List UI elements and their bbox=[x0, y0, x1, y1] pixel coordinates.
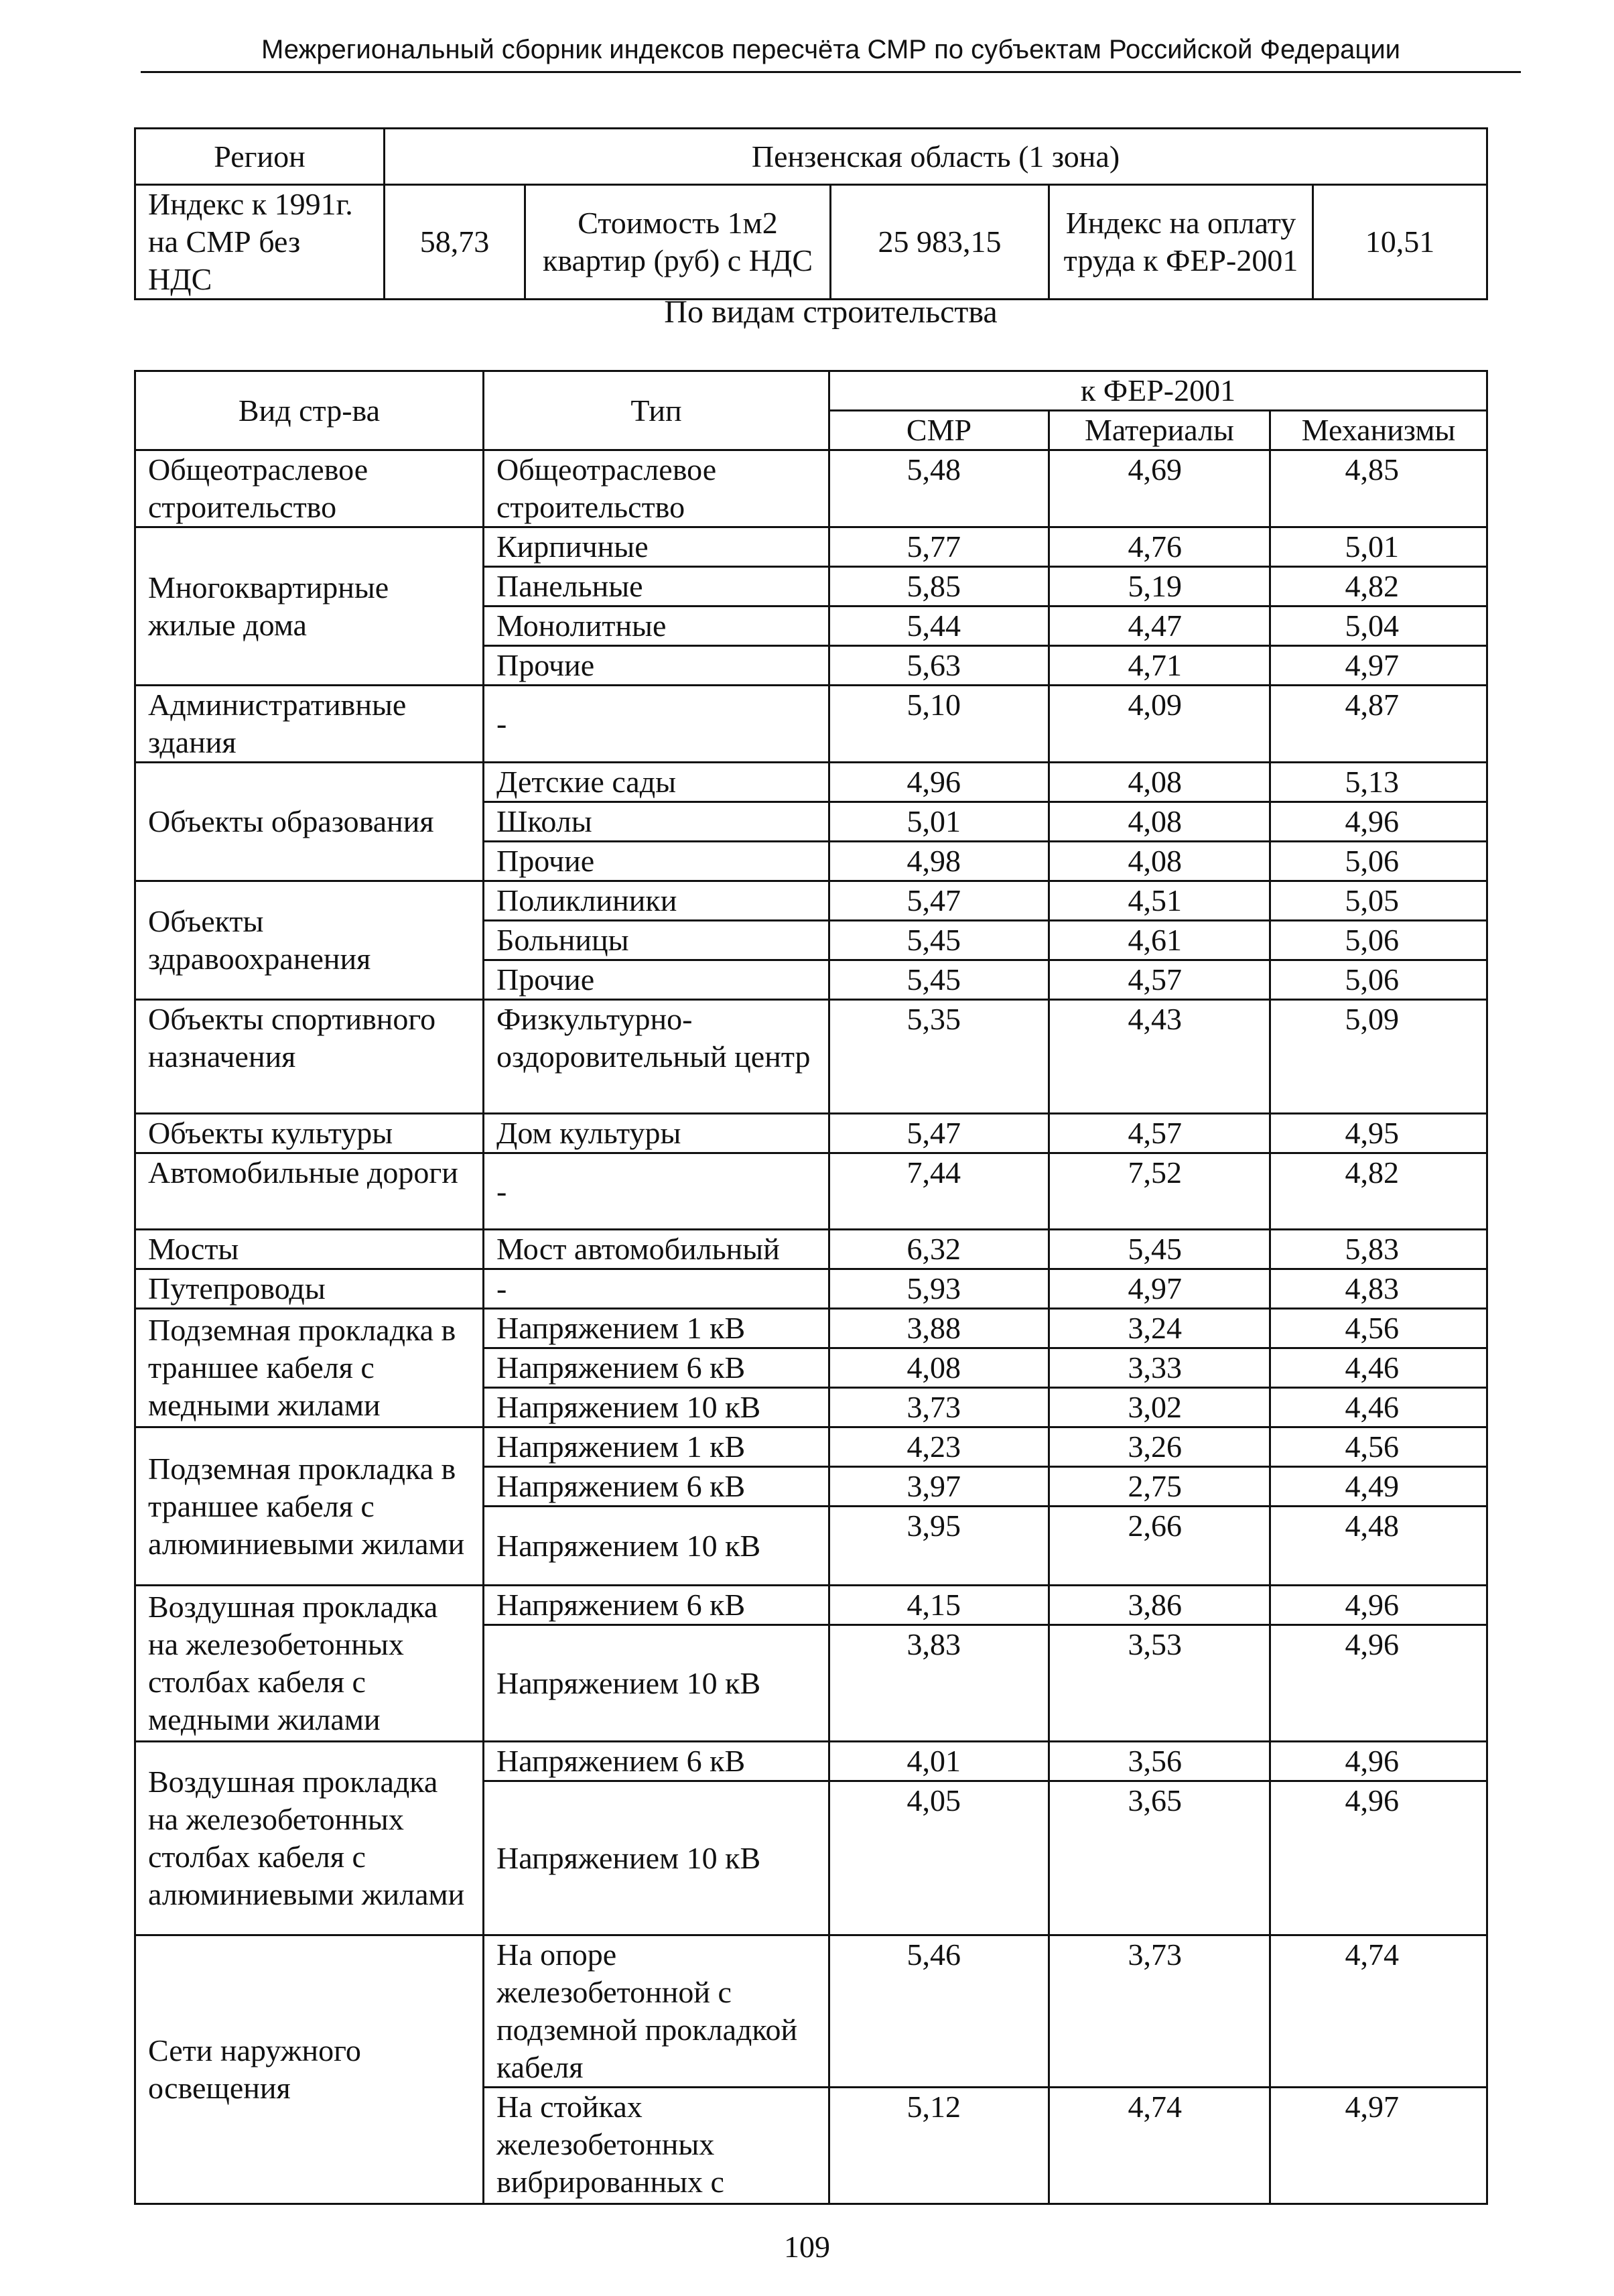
materials-index-cell: 2,75 bbox=[1049, 1467, 1270, 1507]
machines-index-cell: 4,46 bbox=[1270, 1388, 1487, 1427]
cost-label-line2: квартир (руб) с НДС bbox=[542, 243, 813, 277]
materials-index-cell: 7,52 bbox=[1049, 1153, 1270, 1230]
smr-index-cell: 5,93 bbox=[829, 1269, 1049, 1309]
construction-kind-cell: Сети наружного освещения bbox=[135, 1935, 484, 2204]
labor-index-label-line2: труда к ФЕР-2001 bbox=[1063, 243, 1298, 277]
machines-index-cell: 5,13 bbox=[1270, 763, 1487, 802]
materials-index-cell: 4,57 bbox=[1049, 1114, 1270, 1153]
machines-index-cell: 4,46 bbox=[1270, 1348, 1487, 1388]
materials-index-cell: 3,02 bbox=[1049, 1388, 1270, 1427]
smr-index-cell: 5,45 bbox=[829, 960, 1049, 1000]
materials-index-cell: 4,61 bbox=[1049, 921, 1270, 960]
construction-type-cell: Панельные bbox=[484, 567, 829, 607]
construction-kind-cell: Воздушная прокладка на железобетонных столбах кабеля с алюминиевыми жилами bbox=[135, 1742, 484, 1935]
machines-index-cell: 4,87 bbox=[1270, 686, 1487, 763]
machines-index-cell: 5,01 bbox=[1270, 527, 1487, 567]
smr-index-cell: 3,88 bbox=[829, 1309, 1049, 1348]
machines-index-cell: 5,04 bbox=[1270, 607, 1487, 646]
construction-type-cell: На стойках железобетонных вибрированных с bbox=[484, 2088, 829, 2204]
construction-type-cell: Напряжением 6 кВ bbox=[484, 1348, 829, 1388]
smr-index-cell: 4,05 bbox=[829, 1781, 1049, 1935]
construction-type-cell: Напряжением 6 кВ bbox=[484, 1586, 829, 1625]
materials-index-cell: 4,97 bbox=[1049, 1269, 1270, 1309]
header-machines: Механизмы bbox=[1270, 411, 1487, 450]
page-number: 109 bbox=[784, 2230, 830, 2264]
construction-type-cell: Общеотраслевое строительство bbox=[484, 450, 829, 527]
construction-type-cell: Детские сады bbox=[484, 763, 829, 802]
running-header: Межрегиональный сборник индексов пересчёта СМР по субъектам Российской Федерации bbox=[261, 35, 1401, 64]
table-row bbox=[135, 1269, 1487, 1309]
construction-type-cell: Прочие bbox=[484, 646, 829, 686]
machines-index-cell: 4,95 bbox=[1270, 1114, 1487, 1153]
cost-label bbox=[525, 185, 831, 300]
materials-index-cell: 4,09 bbox=[1049, 686, 1270, 763]
smr-index-cell: 5,01 bbox=[829, 802, 1049, 842]
machines-index-cell: 4,83 bbox=[1270, 1269, 1487, 1309]
region-table bbox=[134, 127, 1488, 300]
materials-index-cell: 3,24 bbox=[1049, 1309, 1270, 1348]
construction-type-cell: Физкультурно-оздоровительный центр bbox=[484, 1000, 829, 1114]
table-row bbox=[135, 763, 1487, 802]
construction-type-cell: Напряжением 6 кВ bbox=[484, 1742, 829, 1781]
machines-index-cell: 4,96 bbox=[1270, 802, 1487, 842]
materials-index-cell: 4,08 bbox=[1049, 802, 1270, 842]
machines-index-cell: 4,56 bbox=[1270, 1427, 1487, 1467]
construction-type-cell: - bbox=[484, 686, 829, 763]
construction-kind-cell: Мосты bbox=[135, 1230, 484, 1269]
construction-type-cell: Школы bbox=[484, 802, 829, 842]
labor-index-label-line1: Индекс на оплату bbox=[1065, 206, 1296, 240]
smr-index-cell: 5,47 bbox=[829, 881, 1049, 921]
index-1991-label bbox=[135, 185, 385, 300]
materials-index-cell: 3,56 bbox=[1049, 1742, 1270, 1781]
smr-index-cell: 3,73 bbox=[829, 1388, 1049, 1427]
smr-index-cell: 5,46 bbox=[829, 1935, 1049, 2088]
cost-value: 25 983,15 bbox=[831, 185, 1049, 300]
table-row bbox=[135, 1742, 1487, 1781]
machines-index-cell: 5,06 bbox=[1270, 842, 1487, 881]
machines-index-cell: 5,06 bbox=[1270, 960, 1487, 1000]
smr-index-cell: 5,48 bbox=[829, 450, 1049, 527]
table-row bbox=[135, 1114, 1487, 1153]
header-rule bbox=[141, 71, 1521, 73]
smr-index-cell: 5,85 bbox=[829, 567, 1049, 607]
materials-index-cell: 4,76 bbox=[1049, 527, 1270, 567]
smr-index-cell: 4,01 bbox=[829, 1742, 1049, 1781]
materials-index-cell: 4,47 bbox=[1049, 607, 1270, 646]
table-row bbox=[135, 1000, 1487, 1114]
materials-index-cell: 4,71 bbox=[1049, 646, 1270, 686]
smr-index-cell: 4,98 bbox=[829, 842, 1049, 881]
construction-kind-cell: Подземная прокладка в траншее кабеля с алюминиевыми жилами bbox=[135, 1427, 484, 1586]
construction-kind-cell: Путепроводы bbox=[135, 1269, 484, 1309]
region-label: Регион bbox=[135, 129, 385, 185]
smr-index-cell: 4,96 bbox=[829, 763, 1049, 802]
smr-index-cell: 5,45 bbox=[829, 921, 1049, 960]
materials-index-cell: 4,08 bbox=[1049, 763, 1270, 802]
construction-type-cell: Напряжением 10 кВ bbox=[484, 1625, 829, 1742]
machines-index-cell: 4,82 bbox=[1270, 1153, 1487, 1230]
construction-kind-cell: Подземная прокладка в траншее кабеля с медными жилами bbox=[135, 1309, 484, 1427]
table-row bbox=[135, 1309, 1487, 1348]
index-1991-value: 58,73 bbox=[385, 185, 525, 300]
materials-index-cell: 4,69 bbox=[1049, 450, 1270, 527]
materials-index-cell: 3,86 bbox=[1049, 1586, 1270, 1625]
labor-index-value: 10,51 bbox=[1313, 185, 1487, 300]
materials-index-cell: 2,66 bbox=[1049, 1507, 1270, 1586]
materials-index-cell: 4,08 bbox=[1049, 842, 1270, 881]
header-fer-group: к ФЕР-2001 bbox=[829, 371, 1487, 411]
construction-type-cell: Дом культуры bbox=[484, 1114, 829, 1153]
section-subtitle: По видам строительства bbox=[664, 294, 998, 330]
construction-type-cell: Прочие bbox=[484, 842, 829, 881]
smr-index-cell: 5,10 bbox=[829, 686, 1049, 763]
construction-kind-cell: Объекты образования bbox=[135, 763, 484, 881]
smr-index-cell: 5,35 bbox=[829, 1000, 1049, 1114]
table-row bbox=[135, 527, 1487, 567]
index-1991-label-line2: на СМР без НДС bbox=[148, 225, 301, 296]
materials-index-cell: 4,51 bbox=[1049, 881, 1270, 921]
materials-index-cell: 4,74 bbox=[1049, 2088, 1270, 2204]
smr-index-cell: 3,83 bbox=[829, 1625, 1049, 1742]
materials-index-cell: 5,45 bbox=[1049, 1230, 1270, 1269]
materials-index-cell: 4,57 bbox=[1049, 960, 1270, 1000]
construction-type-cell: Мост автомобильный bbox=[484, 1230, 829, 1269]
header-kind: Вид стр-ва bbox=[135, 371, 484, 450]
construction-kind-cell: Объекты здравоохранения bbox=[135, 881, 484, 1000]
smr-index-cell: 5,12 bbox=[829, 2088, 1049, 2204]
machines-index-cell: 5,83 bbox=[1270, 1230, 1487, 1269]
construction-type-cell: Больницы bbox=[484, 921, 829, 960]
machines-index-cell: 4,74 bbox=[1270, 1935, 1487, 2088]
machines-index-cell: 4,49 bbox=[1270, 1467, 1487, 1507]
index-1991-label-line1: Индекс к 1991г. bbox=[148, 187, 353, 221]
machines-index-cell: 4,96 bbox=[1270, 1625, 1487, 1742]
machines-index-cell: 4,97 bbox=[1270, 2088, 1487, 2204]
labor-index-label bbox=[1049, 185, 1313, 300]
construction-kind-cell: Автомобильные дороги bbox=[135, 1153, 484, 1230]
construction-type-cell: - bbox=[484, 1153, 829, 1230]
region-value: Пензенская область (1 зона) bbox=[385, 129, 1487, 185]
smr-index-cell: 4,15 bbox=[829, 1586, 1049, 1625]
construction-index-table bbox=[134, 370, 1488, 2205]
smr-index-cell: 4,23 bbox=[829, 1427, 1049, 1467]
header-materials: Материалы bbox=[1049, 411, 1270, 450]
construction-type-cell: Напряжением 1 кВ bbox=[484, 1309, 829, 1348]
machines-index-cell: 4,85 bbox=[1270, 450, 1487, 527]
machines-index-cell: 5,09 bbox=[1270, 1000, 1487, 1114]
construction-type-cell: Напряжением 10 кВ bbox=[484, 1388, 829, 1427]
table-row bbox=[135, 881, 1487, 921]
table-row bbox=[135, 1230, 1487, 1269]
machines-index-cell: 4,48 bbox=[1270, 1507, 1487, 1586]
construction-type-cell: Монолитные bbox=[484, 607, 829, 646]
construction-type-cell: Кирпичные bbox=[484, 527, 829, 567]
construction-type-cell: - bbox=[484, 1269, 829, 1309]
table-row bbox=[135, 1153, 1487, 1230]
smr-index-cell: 6,32 bbox=[829, 1230, 1049, 1269]
smr-index-cell: 4,08 bbox=[829, 1348, 1049, 1388]
construction-type-cell: Напряжением 1 кВ bbox=[484, 1427, 829, 1467]
construction-type-cell: Напряжением 10 кВ bbox=[484, 1781, 829, 1935]
smr-index-cell: 7,44 bbox=[829, 1153, 1049, 1230]
construction-type-cell: На опоре железобетонной с подземной прокладкой кабеля bbox=[484, 1935, 829, 2088]
machines-index-cell: 4,56 bbox=[1270, 1309, 1487, 1348]
construction-kind-cell: Многоквартирные жилые дома bbox=[135, 527, 484, 686]
table-row bbox=[135, 450, 1487, 527]
construction-kind-cell: Воздушная прокладка на железобетонных столбах кабеля с медными жилами bbox=[135, 1586, 484, 1742]
smr-index-cell: 3,95 bbox=[829, 1507, 1049, 1586]
table-row bbox=[135, 1935, 1487, 2088]
table-row bbox=[135, 686, 1487, 763]
machines-index-cell: 5,05 bbox=[1270, 881, 1487, 921]
smr-index-cell: 5,44 bbox=[829, 607, 1049, 646]
smr-index-cell: 5,77 bbox=[829, 527, 1049, 567]
machines-index-cell: 4,96 bbox=[1270, 1586, 1487, 1625]
construction-kind-cell: Общеотраслевое строительство bbox=[135, 450, 484, 527]
table-row bbox=[135, 1427, 1487, 1467]
machines-index-cell: 4,96 bbox=[1270, 1742, 1487, 1781]
construction-type-cell: Поликлиники bbox=[484, 881, 829, 921]
construction-type-cell: Напряжением 10 кВ bbox=[484, 1507, 829, 1586]
materials-index-cell: 5,19 bbox=[1049, 567, 1270, 607]
materials-index-cell: 3,26 bbox=[1049, 1427, 1270, 1467]
smr-index-cell: 3,97 bbox=[829, 1467, 1049, 1507]
machines-index-cell: 4,82 bbox=[1270, 567, 1487, 607]
machines-index-cell: 4,96 bbox=[1270, 1781, 1487, 1935]
smr-index-cell: 5,47 bbox=[829, 1114, 1049, 1153]
construction-kind-cell: Объекты спортивного назначения bbox=[135, 1000, 484, 1114]
header-smr: СМР bbox=[829, 411, 1049, 450]
construction-type-cell: Напряжением 6 кВ bbox=[484, 1467, 829, 1507]
construction-kind-cell: Административные здания bbox=[135, 686, 484, 763]
header-type: Тип bbox=[484, 371, 829, 450]
materials-index-cell: 3,53 bbox=[1049, 1625, 1270, 1742]
construction-kind-cell: Объекты культуры bbox=[135, 1114, 484, 1153]
construction-type-cell: Прочие bbox=[484, 960, 829, 1000]
materials-index-cell: 3,33 bbox=[1049, 1348, 1270, 1388]
table-body bbox=[135, 450, 1487, 2204]
materials-index-cell: 3,65 bbox=[1049, 1781, 1270, 1935]
machines-index-cell: 5,06 bbox=[1270, 921, 1487, 960]
smr-index-cell: 5,63 bbox=[829, 646, 1049, 686]
cost-label-line1: Стоимость 1м2 bbox=[578, 206, 778, 240]
materials-index-cell: 3,73 bbox=[1049, 1935, 1270, 2088]
table-row bbox=[135, 1586, 1487, 1625]
machines-index-cell: 4,97 bbox=[1270, 646, 1487, 686]
materials-index-cell: 4,43 bbox=[1049, 1000, 1270, 1114]
